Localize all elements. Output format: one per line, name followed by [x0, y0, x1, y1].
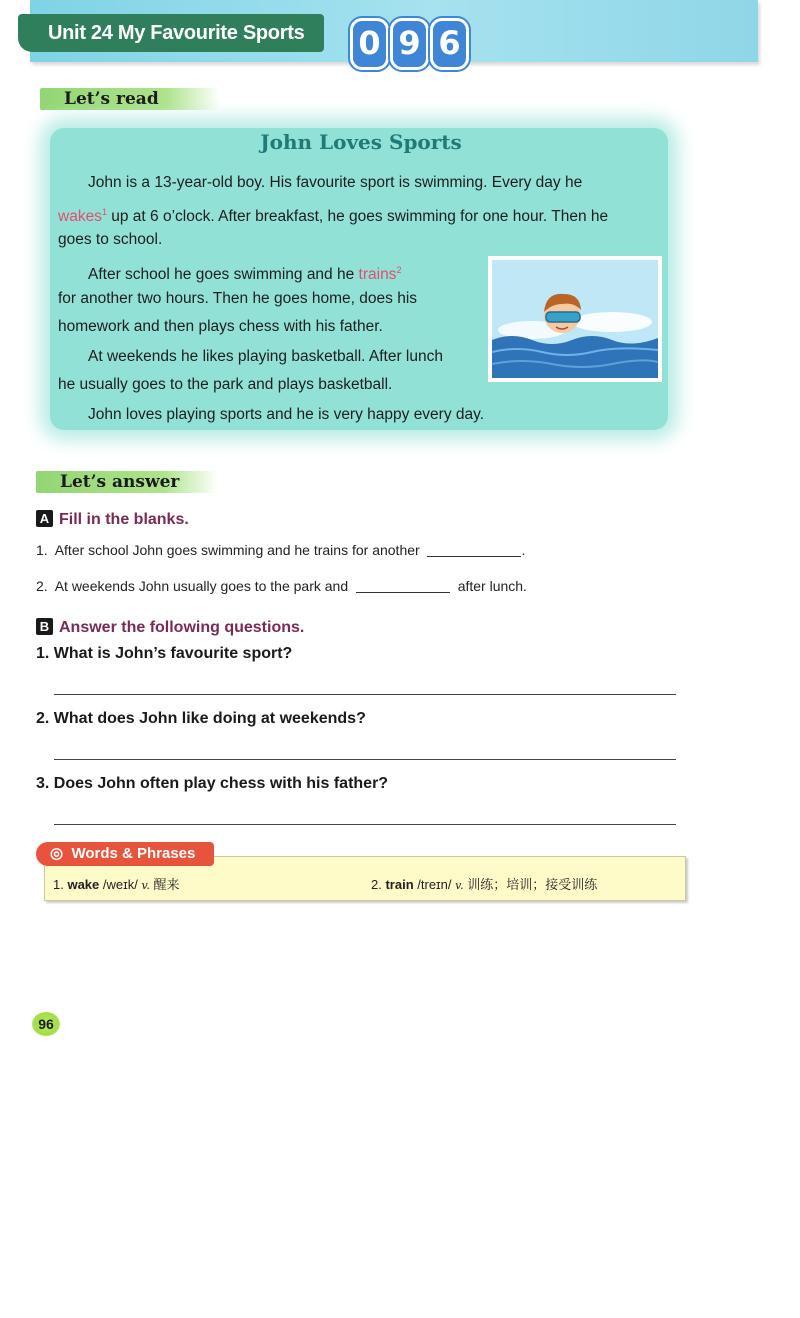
- lets-answer-tag: Let’s answer: [36, 471, 218, 493]
- fill-item: 1. After school John goes swimming and he trains for another .: [36, 542, 526, 558]
- fill-item: 2. At weekends John usually goes to the park and after lunch.: [36, 578, 527, 594]
- story-line: he usually goes to the park and plays basketball.: [58, 376, 393, 393]
- page-number: 96: [32, 1012, 60, 1036]
- question-item: 3. Does John often play chess with his father?: [36, 775, 389, 792]
- story-line: homework and then plays chess with his father.: [58, 318, 383, 335]
- part-a-badge: A: [36, 510, 53, 527]
- story-line: John loves playing sports and he is very happy every day.: [88, 406, 485, 423]
- target-icon: ◎: [50, 845, 64, 862]
- vocab-word-wakes: wakes: [58, 208, 102, 226]
- part-a-heading: A Fill in the blanks.: [36, 510, 189, 529]
- story-line: After school he goes swimming and he trains$^2$: [88, 265, 402, 284]
- part-b-heading: B Answer the following questions.: [36, 618, 304, 637]
- word-entry: 1. wake /weɪk/ v. 醒来: [53, 877, 180, 893]
- lets-read-tag: Let’s read: [40, 88, 220, 110]
- fill-blank[interactable]: [356, 578, 450, 593]
- words-phrases-tab: ◎ Words & Phrases: [36, 842, 214, 866]
- story-line: At weekends he likes playing basketball. After lunch: [88, 348, 443, 365]
- story-line: for another two hours. Then he goes home, does his: [58, 290, 418, 307]
- question-item: 2. What does John like doing at weekends?: [36, 710, 366, 727]
- page-code-digit: 0: [350, 18, 389, 70]
- page-code: [350, 18, 470, 68]
- page-code-digit: 6: [430, 18, 469, 70]
- unit-title: Unit 24 My Favourite Sports: [18, 14, 324, 52]
- question-item: 1. What is John’s favourite sport?: [36, 645, 293, 662]
- swimming-boy-image: [492, 260, 658, 378]
- part-b-badge: B: [36, 618, 53, 635]
- answer-line[interactable]: [54, 824, 676, 825]
- fill-blank[interactable]: [427, 542, 521, 557]
- vocab-word-trains: trains: [358, 266, 397, 284]
- swimming-boy-illustration: [488, 256, 662, 382]
- word-entry: 2. train /treɪn/ v. 训练；培训；接受训练: [371, 877, 598, 893]
- story-title: John Loves Sports: [260, 130, 462, 154]
- story-line: John is a 13-year-old boy. His favourite sport is swimming. Every day he: [88, 174, 583, 191]
- story-line: goes to school.: [58, 231, 163, 248]
- answer-line[interactable]: [54, 694, 676, 695]
- story-line: wakes$^1$ up at 6 o’clock. After breakfast, he goes swimming for one hour. Then he: [58, 207, 609, 226]
- answer-line[interactable]: [54, 759, 676, 760]
- page-code-digit: 9: [390, 18, 429, 70]
